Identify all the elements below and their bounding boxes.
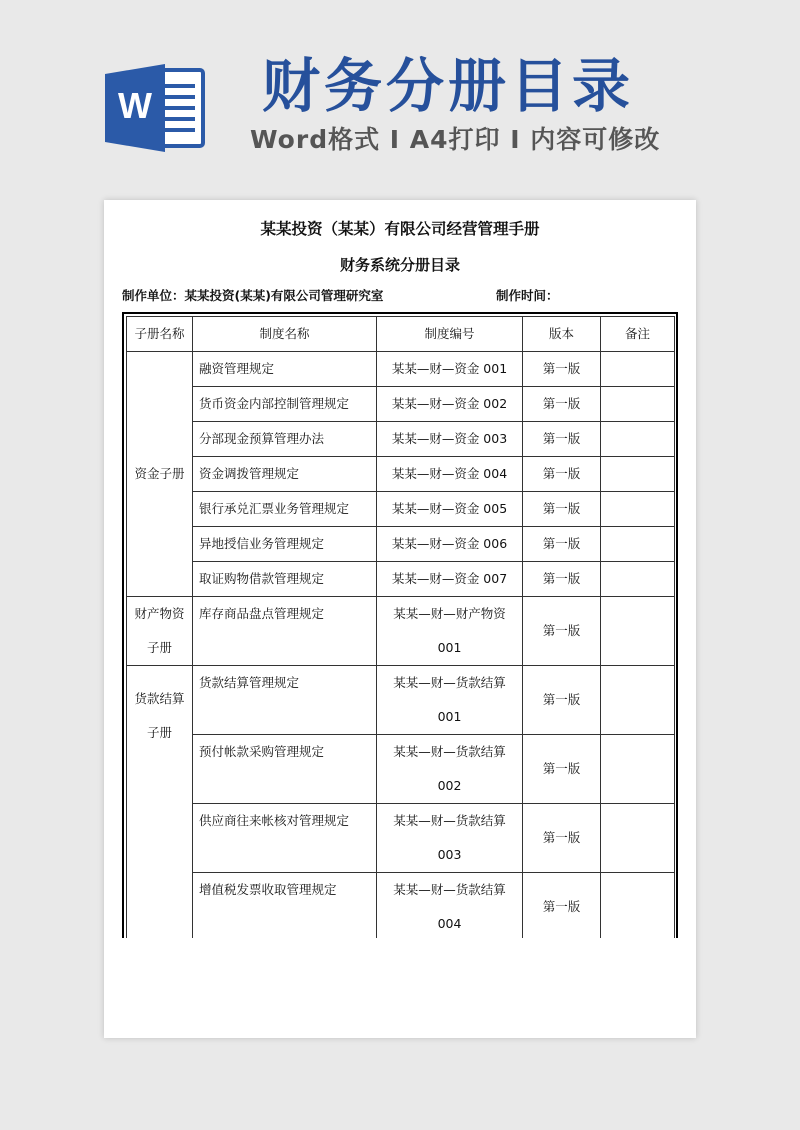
rule-version: 第一版 (523, 562, 601, 597)
code-line: 002 (437, 778, 462, 793)
rule-note (601, 387, 675, 422)
code-line: 004 (437, 916, 462, 931)
rule-note (601, 562, 675, 597)
table-row (127, 492, 675, 527)
rule-version: 第一版 (523, 457, 601, 492)
book-line: 子册 (146, 725, 172, 740)
word-logo-letter: W (118, 85, 152, 126)
rule-version: 第一版 (523, 422, 601, 457)
rule-code (377, 735, 523, 804)
word-logo-icon (103, 62, 209, 154)
table-row (127, 597, 675, 666)
header-note: 备注 (601, 317, 675, 352)
table-row (127, 873, 675, 939)
rule-version: 第一版 (523, 873, 601, 939)
code-line: 某某—财—货款结算 (393, 813, 506, 828)
rule-name: 银行承兑汇票业务管理规定 (193, 492, 377, 527)
banner-title: 财务分册目录 (262, 52, 635, 120)
rule-version: 第一版 (523, 387, 601, 422)
table-row (127, 527, 675, 562)
rule-code (377, 873, 523, 939)
rule-code: 某某—财—资金 003 (377, 422, 523, 457)
rule-code: 某某—财—资金 002 (377, 387, 523, 422)
document-page (104, 200, 696, 1038)
table-row (127, 562, 675, 597)
document-subtitle: 财务系统分册目录 (339, 256, 460, 274)
header-version: 版本 (523, 317, 601, 352)
rule-note (601, 804, 675, 873)
rule-name: 库存商品盘点管理规定 (193, 597, 377, 666)
rule-note (601, 457, 675, 492)
rule-version: 第一版 (523, 666, 601, 735)
header-code: 制度编号 (377, 317, 523, 352)
rule-note (601, 873, 675, 939)
rule-code: 某某—财—资金 001 (377, 352, 523, 387)
production-unit: 制作单位：某某投资(某某)有限公司管理研究室 (122, 288, 384, 303)
code-line: 某某—财—货款结算 (393, 675, 506, 690)
table-row (127, 422, 675, 457)
banner-subtitle: Word格式 I A4打印 I 内容可修改 (250, 125, 661, 154)
rule-version: 第一版 (523, 492, 601, 527)
rule-code (377, 597, 523, 666)
rule-name: 取证购物借款管理规定 (193, 562, 377, 597)
book-line: 子册 (146, 640, 172, 655)
rule-code: 某某—财—资金 006 (377, 527, 523, 562)
rule-code: 某某—财—资金 004 (377, 457, 523, 492)
rule-name: 资金调拨管理规定 (193, 457, 377, 492)
rule-code (377, 666, 523, 735)
rule-note (601, 352, 675, 387)
production-time: 制作时间： (496, 288, 559, 303)
book-cell (127, 666, 193, 939)
table-row (127, 735, 675, 804)
rule-note (601, 422, 675, 457)
rule-name: 分部现金预算管理办法 (193, 422, 377, 457)
catalog-table-frame (122, 312, 678, 938)
rule-name: 预付帐款采购管理规定 (193, 735, 377, 804)
rule-note (601, 492, 675, 527)
rule-note (601, 735, 675, 804)
header-name: 制度名称 (193, 317, 377, 352)
rule-name: 货款结算管理规定 (193, 666, 377, 735)
rule-version: 第一版 (523, 527, 601, 562)
rule-version: 第一版 (523, 597, 601, 666)
table-row (127, 457, 675, 492)
table-header-row (127, 317, 675, 352)
code-line: 001 (437, 640, 462, 655)
rule-name: 异地授信业务管理规定 (193, 527, 377, 562)
rule-name: 融资管理规定 (193, 352, 377, 387)
rule-code: 某某—财—资金 007 (377, 562, 523, 597)
rule-note (601, 666, 675, 735)
table-row (127, 666, 675, 735)
book-cell (127, 597, 193, 666)
rule-name: 增值税发票收取管理规定 (193, 873, 377, 939)
table-row (127, 387, 675, 422)
book-cell: 资金子册 (127, 352, 193, 597)
code-line: 003 (437, 847, 462, 862)
rule-version: 第一版 (523, 735, 601, 804)
rule-version: 第一版 (523, 804, 601, 873)
document-title: 某某投资（某某）有限公司经营管理手册 (260, 220, 540, 238)
table-row (127, 804, 675, 873)
book-line: 货款结算 (134, 691, 185, 706)
rule-version: 第一版 (523, 352, 601, 387)
rule-code (377, 804, 523, 873)
rule-note (601, 597, 675, 666)
code-line: 某某—财—货款结算 (393, 882, 506, 897)
code-line: 某某—财—财产物资 (393, 606, 506, 621)
code-line: 001 (437, 709, 462, 724)
rule-name: 供应商往来帐核对管理规定 (193, 804, 377, 873)
table-row (127, 352, 675, 387)
book-line: 财产物资 (134, 606, 185, 621)
rule-code: 某某—财—资金 005 (377, 492, 523, 527)
code-line: 某某—财—货款结算 (393, 744, 506, 759)
rule-note (601, 527, 675, 562)
rule-name: 货币资金内部控制管理规定 (193, 387, 377, 422)
header-book: 子册名称 (127, 317, 193, 352)
catalog-table (126, 316, 675, 938)
